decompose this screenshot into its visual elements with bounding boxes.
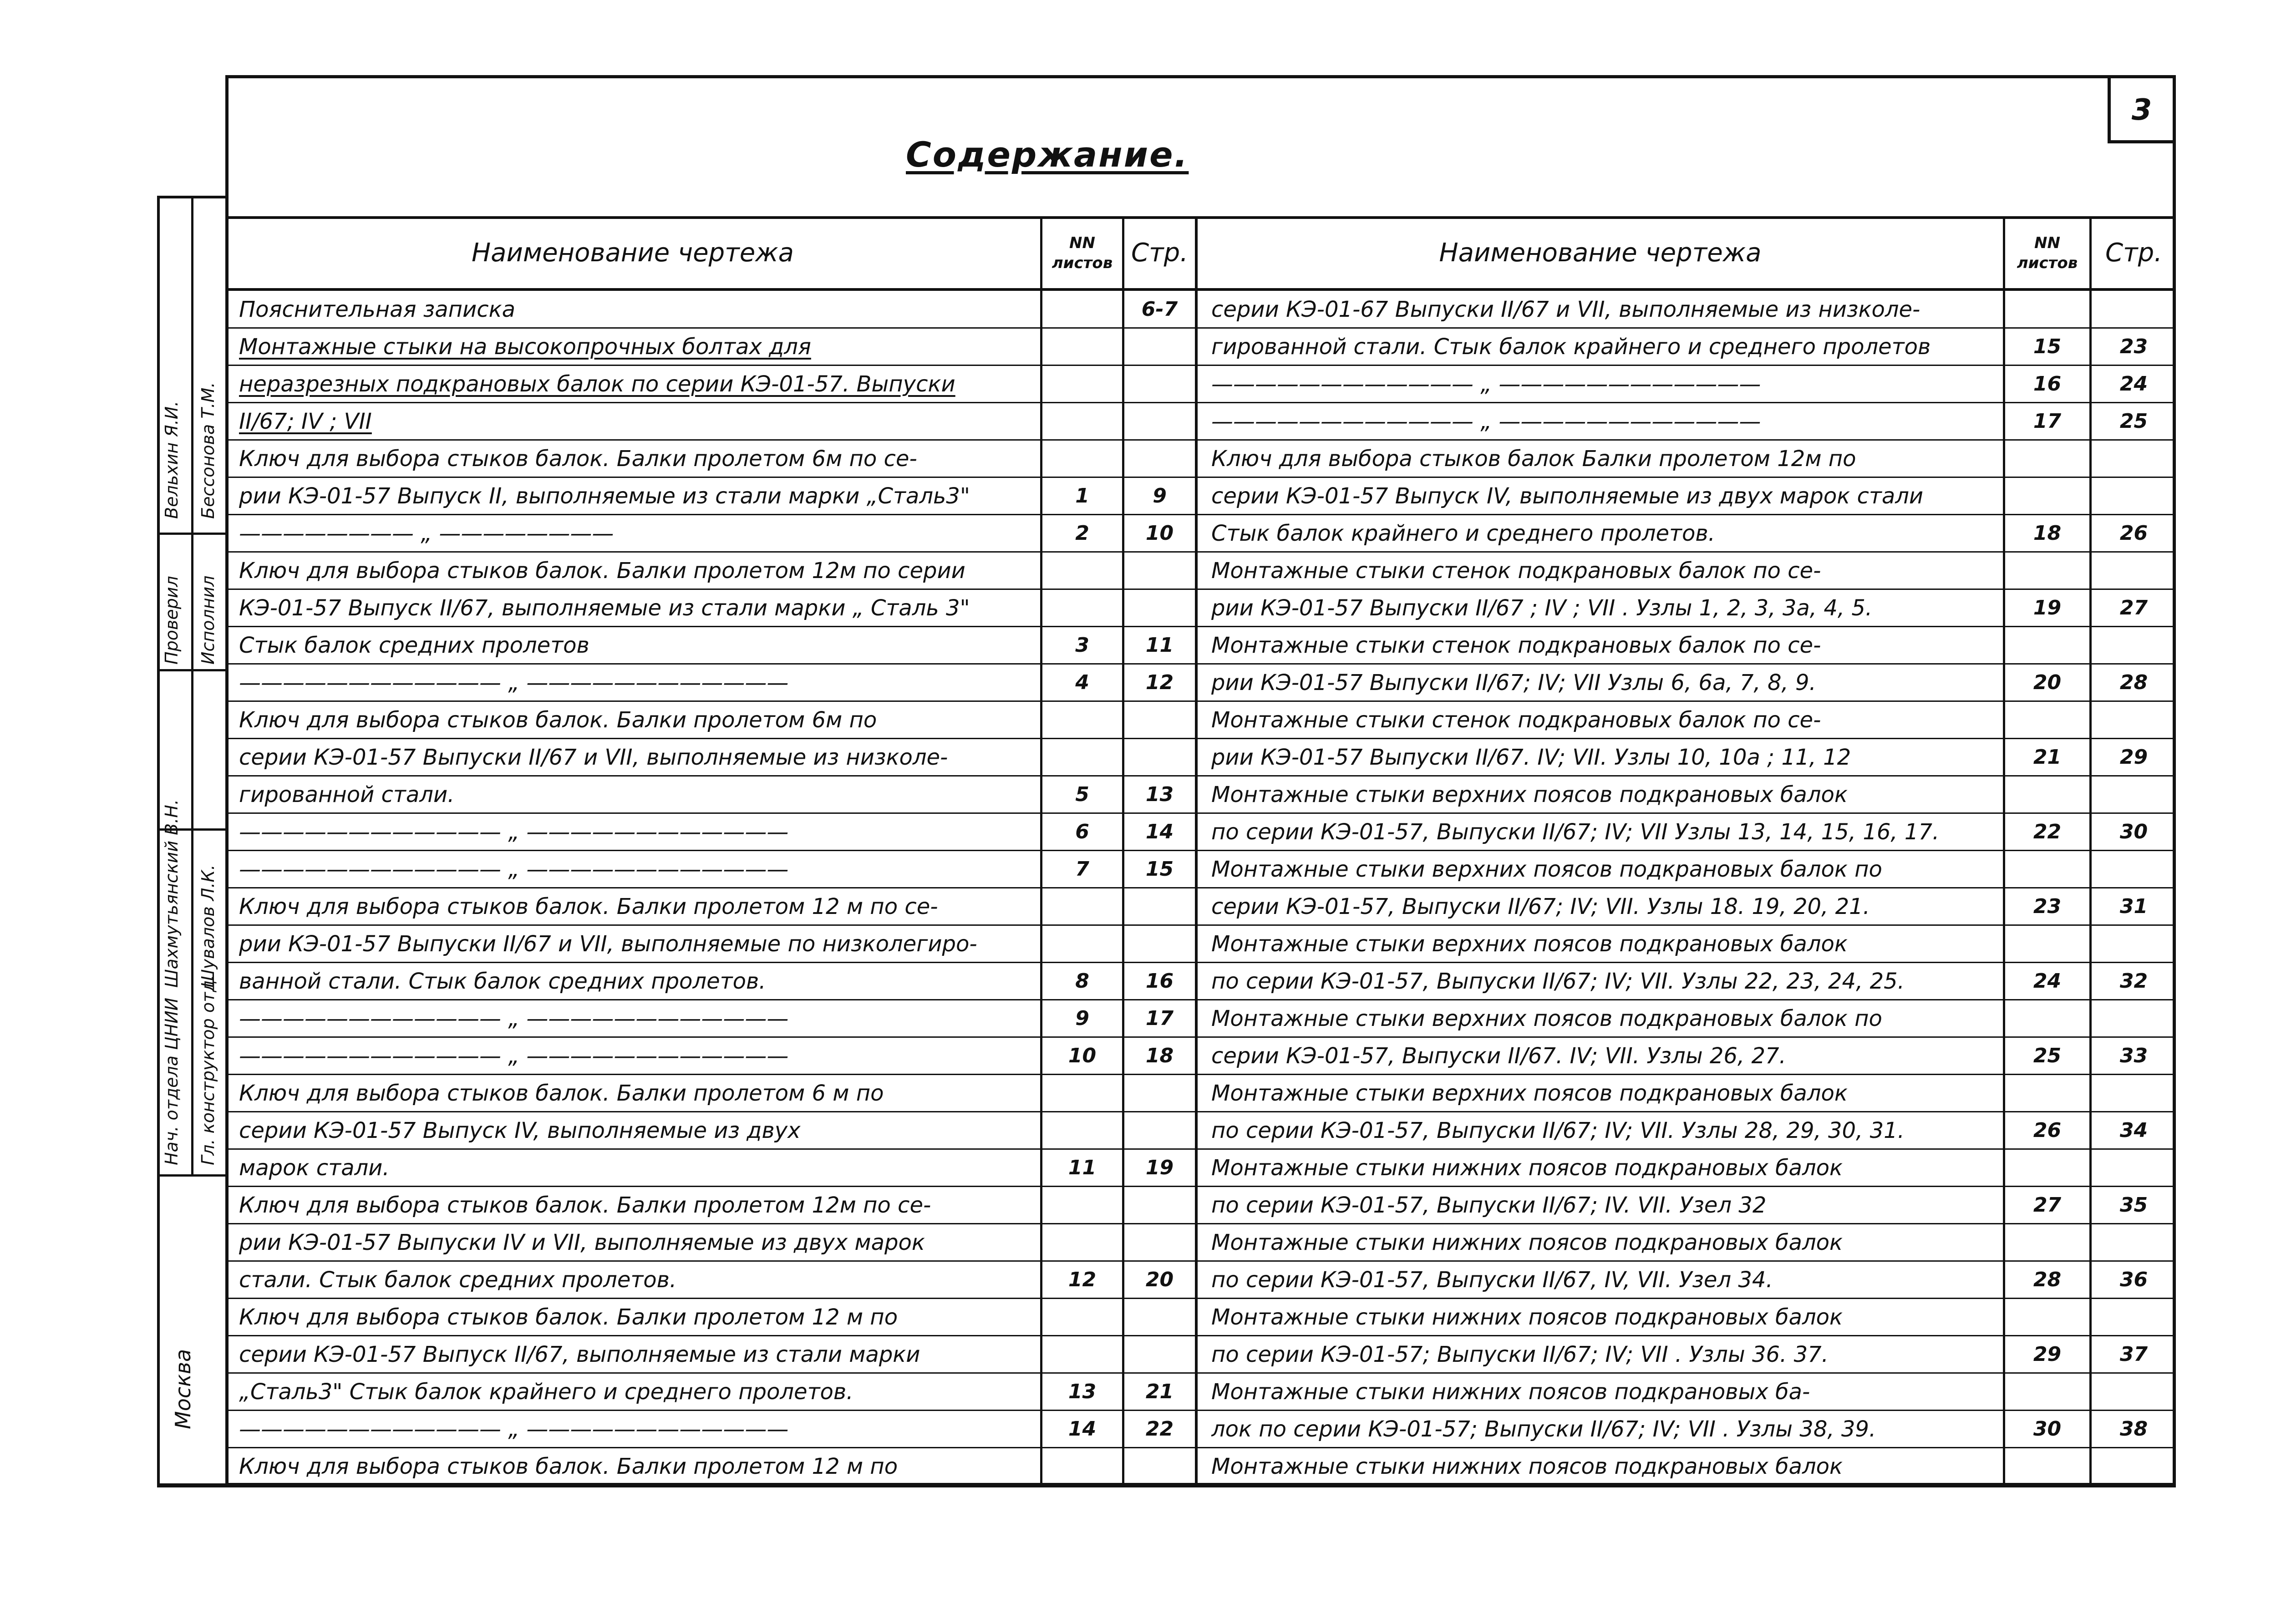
row-sheet-number bbox=[2005, 703, 2089, 737]
row-title: ———————————— „ ———————————— bbox=[239, 1416, 789, 1442]
row-line bbox=[1198, 738, 2176, 739]
row-sheet-number bbox=[1042, 330, 1122, 364]
row-line bbox=[1198, 1484, 2176, 1486]
row-title: Ключ для выбора стыков балок. Балки пролетом 12 м по bbox=[239, 1454, 898, 1479]
row-sheet-number bbox=[2005, 1001, 2089, 1036]
row-page-number bbox=[2092, 292, 2176, 327]
row-page-number bbox=[2092, 1449, 2176, 1484]
row-page-number bbox=[1124, 703, 1195, 737]
page-title: Содержание. bbox=[906, 134, 1189, 175]
row-page-number: 33 bbox=[2119, 1044, 2148, 1067]
row-sheet-number: 29 bbox=[2033, 1343, 2062, 1366]
row-line bbox=[1198, 1410, 2176, 1411]
row-sheet-number bbox=[2005, 442, 2089, 476]
row-title: Монтажные стыки верхних поясов подкрановых балок по bbox=[1211, 1006, 1882, 1031]
row-title: Ключ для выбора стыков балок. Балки пролетом 12 м по bbox=[239, 1304, 898, 1330]
row-sheet-number: 4 bbox=[1075, 671, 1089, 694]
row-page-number: 24 bbox=[2119, 372, 2148, 396]
row-title: ———————————— „ ———————————— bbox=[239, 1043, 789, 1069]
header-sheets-right: NN листов bbox=[2017, 233, 2078, 272]
row-line bbox=[1198, 551, 2176, 553]
stamp-name: Шахмутьянский В.Н. bbox=[162, 799, 182, 988]
row-page-number bbox=[1124, 1076, 1195, 1111]
row-title: ———————— „ ———————— bbox=[239, 521, 614, 546]
row-page-number bbox=[2092, 777, 2176, 812]
row-sheet-number: 19 bbox=[2033, 596, 2062, 619]
row-sheet-number bbox=[2005, 628, 2089, 663]
row-title: ———————————— „ ———————————— bbox=[1211, 409, 1761, 434]
row-line bbox=[1198, 663, 2176, 665]
row-title: по серии КЭ-01-57, Выпуски II/67; IV. VII. Узел 32 bbox=[1211, 1193, 1767, 1218]
row-sheet-number bbox=[2005, 479, 2089, 513]
row-line bbox=[225, 402, 1195, 403]
row-title: серии КЭ-01-57 Выпуски II/67 и VII, выполняемые из низколе- bbox=[239, 745, 948, 770]
row-line bbox=[225, 1447, 1195, 1448]
row-sheet-number bbox=[1042, 740, 1122, 775]
row-page-number: 16 bbox=[1145, 969, 1174, 993]
row-title: „Сталь3" Стык балок крайнего и среднего пролетов. bbox=[239, 1379, 854, 1405]
row-title: ———————————— „ ———————————— bbox=[239, 819, 789, 845]
row-title: Стык балок крайнего и среднего пролетов. bbox=[1211, 521, 1715, 546]
row-title: серии КЭ-01-57, Выпуски II/67; IV; VII. Узлы 18. 19, 20, 21. bbox=[1211, 894, 1870, 919]
row-sheet-number: 5 bbox=[1075, 783, 1089, 806]
row-title: ———————————— „ ———————————— bbox=[239, 670, 789, 695]
row-sheet-number: 10 bbox=[1068, 1044, 1097, 1067]
row-line bbox=[225, 1036, 1195, 1038]
row-page-number: 29 bbox=[2119, 746, 2148, 769]
row-sheet-number: 26 bbox=[2033, 1119, 2062, 1142]
row-line bbox=[1198, 1260, 2176, 1262]
row-sheet-number bbox=[1042, 404, 1122, 439]
row-page-number: 14 bbox=[1145, 820, 1174, 843]
row-page-number bbox=[2092, 1300, 2176, 1335]
row-title: гированной стали. bbox=[239, 782, 455, 807]
row-page-number bbox=[2092, 479, 2176, 513]
row-title: Монтажные стыки на высокопрочных болтах для bbox=[239, 334, 811, 360]
row-sheet-number bbox=[1042, 927, 1122, 961]
row-title: по серии КЭ-01-57, Выпуски II/67; IV; VII Узлы 13, 14, 15, 16, 17. bbox=[1211, 819, 1940, 845]
header-name-left: Наименование чертежа bbox=[472, 238, 794, 268]
row-title: Монтажные стыки нижних поясов подкрановых балок bbox=[1211, 1230, 1843, 1255]
row-line bbox=[225, 1298, 1195, 1299]
row-sheet-number bbox=[1042, 1449, 1122, 1484]
row-title: по серии КЭ-01-57, Выпуски II/67, IV, VII. Узел 34. bbox=[1211, 1267, 1773, 1293]
row-sheet-number bbox=[1042, 591, 1122, 625]
row-line bbox=[1198, 1111, 2176, 1112]
stamp-city: Москва bbox=[171, 1349, 195, 1429]
row-line bbox=[225, 999, 1195, 1000]
row-page-number bbox=[2092, 1001, 2176, 1036]
row-page-number bbox=[1124, 1300, 1195, 1335]
row-page-number bbox=[2092, 703, 2176, 737]
row-line bbox=[1198, 402, 2176, 403]
row-title: Ключ для выбора стыков балок. Балки пролетом 12 м по се- bbox=[239, 894, 938, 919]
row-title: ———————————— „ ———————————— bbox=[1211, 371, 1761, 397]
row-sheet-number bbox=[2005, 292, 2089, 327]
row-page-number: 12 bbox=[1145, 671, 1174, 694]
row-title: Монтажные стыки стенок подкрановых балок по се- bbox=[1211, 558, 1821, 584]
row-page-number bbox=[1124, 1188, 1195, 1223]
row-line bbox=[1198, 1148, 2176, 1150]
row-title: Стык балок средних пролетов bbox=[239, 633, 589, 658]
row-sheet-number: 6 bbox=[1075, 820, 1089, 843]
row-sheet-number bbox=[1042, 1188, 1122, 1223]
row-sheet-number bbox=[1042, 553, 1122, 588]
stamp-role: Проверил bbox=[162, 576, 182, 665]
row-title: рии КЭ-01-57 Выпуски II/67 и VII, выполняемые по низколегиро- bbox=[239, 931, 977, 957]
row-page-number: 17 bbox=[1145, 1007, 1174, 1030]
row-title: Монтажные стыки стенок подкрановых балок по се- bbox=[1211, 633, 1821, 658]
row-line bbox=[225, 1410, 1195, 1411]
row-sheet-number bbox=[2005, 553, 2089, 588]
row-title: неразрезных подкрановых балок по серии КЭ-01-57. Выпуски bbox=[239, 371, 955, 397]
row-page-number: 19 bbox=[1145, 1156, 1174, 1179]
row-line bbox=[225, 738, 1195, 739]
row-title: ———————————— „ ———————————— bbox=[239, 857, 789, 882]
row-sheet-number bbox=[2005, 777, 2089, 812]
row-line bbox=[225, 663, 1195, 665]
row-sheet-number: 2 bbox=[1075, 522, 1089, 545]
row-page-number bbox=[1124, 591, 1195, 625]
row-sheet-number: 11 bbox=[1068, 1156, 1097, 1179]
header-page-left: Стр. bbox=[1131, 238, 1189, 268]
row-sheet-number: 28 bbox=[2033, 1268, 2062, 1291]
row-sheet-number: 17 bbox=[2033, 410, 2062, 433]
row-line bbox=[225, 365, 1195, 366]
row-sheet-number: 7 bbox=[1075, 858, 1089, 881]
row-line bbox=[1198, 775, 2176, 776]
row-line bbox=[225, 626, 1195, 627]
row-page-number bbox=[1124, 367, 1195, 401]
header-name-right: Наименование чертежа bbox=[1439, 238, 1762, 268]
row-title: Монтажные стыки верхних поясов подкрановых балок bbox=[1211, 782, 1848, 807]
row-page-number: 6-7 bbox=[1141, 298, 1178, 321]
row-page-number bbox=[2092, 1225, 2176, 1260]
row-line bbox=[225, 1074, 1195, 1075]
row-line bbox=[1198, 962, 2176, 963]
stamp-name: Бессонова Т.М. bbox=[198, 382, 218, 519]
row-line bbox=[225, 775, 1195, 776]
row-title: серии КЭ-01-57 Выпуск IV, выполняемые из двух bbox=[239, 1118, 801, 1143]
row-sheet-number bbox=[1042, 442, 1122, 476]
row-page-number bbox=[1124, 442, 1195, 476]
row-title: ванной стали. Стык балок средних пролетов. bbox=[239, 969, 766, 994]
row-page-number: 35 bbox=[2119, 1193, 2148, 1217]
row-line bbox=[1198, 514, 2176, 515]
row-page-number: 22 bbox=[1145, 1417, 1174, 1441]
row-line bbox=[225, 1372, 1195, 1374]
row-page-number bbox=[1124, 1337, 1195, 1372]
row-page-number: 18 bbox=[1145, 1044, 1174, 1067]
row-sheet-number: 24 bbox=[2033, 969, 2062, 993]
stamp-divider bbox=[157, 669, 225, 671]
row-title: по серии КЭ-01-57; Выпуски II/67; IV; VII . Узлы 36. 37. bbox=[1211, 1342, 1829, 1367]
row-line bbox=[1198, 700, 2176, 702]
row-sheet-number: 27 bbox=[2033, 1193, 2062, 1217]
row-sheet-number bbox=[1042, 292, 1122, 327]
row-line bbox=[1198, 477, 2176, 478]
row-sheet-number: 9 bbox=[1075, 1007, 1089, 1030]
row-sheet-number bbox=[1042, 1225, 1122, 1260]
row-page-number: 32 bbox=[2119, 969, 2148, 993]
row-line bbox=[225, 887, 1195, 888]
row-sheet-number bbox=[1042, 703, 1122, 737]
row-line bbox=[1198, 812, 2176, 814]
row-sheet-number: 1 bbox=[1075, 484, 1089, 508]
row-line bbox=[225, 1111, 1195, 1112]
row-title: Монтажные стыки верхних поясов подкрановых балок по bbox=[1211, 857, 1882, 882]
row-line bbox=[1198, 887, 2176, 888]
row-title: Ключ для выбора стыков балок. Балки пролетом 12м по серии bbox=[239, 558, 965, 584]
header-sheets-left: NN листов bbox=[1052, 233, 1113, 272]
row-page-number: 20 bbox=[1145, 1268, 1174, 1291]
row-line bbox=[225, 1148, 1195, 1150]
row-sheet-number: 30 bbox=[2033, 1417, 2062, 1441]
row-page-number: 21 bbox=[1145, 1380, 1174, 1403]
row-title: лок по серии КЭ-01-57; Выпуски II/67; IV; VII . Узлы 38, 39. bbox=[1211, 1416, 1876, 1442]
row-line bbox=[225, 812, 1195, 814]
row-title: серии КЭ-01-57 Выпуск IV, выполняемые из двух марок стали bbox=[1211, 483, 1924, 509]
row-sheet-number bbox=[2005, 1375, 2089, 1409]
row-sheet-number bbox=[2005, 1151, 2089, 1185]
row-sheet-number bbox=[2005, 1300, 2089, 1335]
row-title: КЭ-01-57 Выпуск II/67, выполняемые из стали марки „ Сталь 3" bbox=[239, 595, 970, 621]
row-line bbox=[225, 439, 1195, 441]
row-sheet-number bbox=[1042, 1300, 1122, 1335]
row-page-number bbox=[1124, 1225, 1195, 1260]
row-line bbox=[225, 589, 1195, 590]
row-sheet-number: 14 bbox=[1068, 1417, 1097, 1441]
row-line bbox=[1198, 1223, 2176, 1224]
row-title: рии КЭ-01-57 Выпуски IV и VII, выполняемые из двух марок bbox=[239, 1230, 925, 1255]
row-title: Ключ для выбора стыков балок Балки пролетом 12м по bbox=[1211, 446, 1856, 472]
row-line bbox=[1198, 1074, 2176, 1075]
row-page-number: 37 bbox=[2119, 1343, 2148, 1366]
row-line bbox=[1198, 924, 2176, 926]
row-line bbox=[225, 1260, 1195, 1262]
row-title: рии КЭ-01-57 Выпуски II/67. IV; VII. Узлы 10, 10а ; 11, 12 bbox=[1211, 745, 1851, 770]
stamp-name: Вельхин Я.И. bbox=[162, 401, 182, 519]
row-page-number: 38 bbox=[2119, 1417, 2148, 1441]
page-number: 3 bbox=[2108, 75, 2176, 143]
row-sheet-number bbox=[1042, 367, 1122, 401]
row-line bbox=[225, 1484, 1195, 1486]
row-line bbox=[225, 962, 1195, 963]
row-page-number: 28 bbox=[2119, 671, 2148, 694]
row-sheet-number: 12 bbox=[1068, 1268, 1097, 1291]
row-page-number bbox=[1124, 553, 1195, 588]
row-line bbox=[1198, 850, 2176, 851]
row-title: Ключ для выбора стыков балок. Балки пролетом 6 м по bbox=[239, 1081, 884, 1106]
row-sheet-number: 3 bbox=[1075, 634, 1089, 657]
row-line bbox=[225, 327, 1195, 329]
row-page-number: 23 bbox=[2119, 335, 2148, 358]
row-page-number bbox=[1124, 927, 1195, 961]
row-sheet-number bbox=[1042, 1113, 1122, 1148]
row-title: рии КЭ-01-57 Выпуск II, выполняемые из стали марки „Сталь3" bbox=[239, 483, 970, 509]
row-sheet-number: 15 bbox=[2033, 335, 2062, 358]
row-title: серии КЭ-01-57, Выпуски II/67. IV; VII. Узлы 26, 27. bbox=[1211, 1043, 1786, 1069]
row-line bbox=[1198, 1036, 2176, 1038]
row-page-number: 9 bbox=[1153, 484, 1167, 508]
row-sheet-number: 21 bbox=[2033, 746, 2062, 769]
row-sheet-number bbox=[2005, 927, 2089, 961]
row-sheet-number: 18 bbox=[2033, 522, 2062, 545]
row-line bbox=[225, 514, 1195, 515]
row-title: марок стали. bbox=[239, 1155, 390, 1181]
row-line bbox=[1198, 589, 2176, 590]
row-title: II/67; IV ; VII bbox=[239, 409, 372, 434]
row-line bbox=[225, 924, 1195, 926]
stamp-divider bbox=[191, 196, 193, 1174]
row-title: Монтажные стыки нижних поясов подкрановых балок bbox=[1211, 1155, 1843, 1181]
row-line bbox=[1198, 365, 2176, 366]
table-header-line bbox=[225, 288, 2176, 291]
row-line bbox=[225, 477, 1195, 478]
row-sheet-number: 23 bbox=[2033, 895, 2062, 918]
row-page-number: 27 bbox=[2119, 596, 2148, 619]
row-line bbox=[225, 850, 1195, 851]
row-title: Монтажные стыки стенок подкрановых балок по се- bbox=[1211, 707, 1821, 733]
row-sheet-number bbox=[1042, 1337, 1122, 1372]
row-page-number: 36 bbox=[2119, 1268, 2148, 1291]
row-sheet-number bbox=[2005, 852, 2089, 887]
stamp-name: Шувалов Л.К. bbox=[198, 864, 218, 988]
row-page-number bbox=[2092, 553, 2176, 588]
row-title: серии КЭ-01-57 Выпуск II/67, выполняемые из стали марки bbox=[239, 1342, 920, 1367]
row-page-number: 31 bbox=[2119, 895, 2148, 918]
stamp-role: Гл. конструктор отд. bbox=[198, 974, 218, 1165]
row-title: рии КЭ-01-57 Выпуски II/67; IV; VII Узлы 6, 6а, 7, 8, 9. bbox=[1211, 670, 1816, 695]
row-title: Монтажные стыки верхних поясов подкрановых балок bbox=[1211, 1081, 1848, 1106]
row-page-number: 10 bbox=[1145, 522, 1174, 545]
row-title: Монтажные стыки нижних поясов подкрановых ба- bbox=[1211, 1379, 1810, 1405]
row-line bbox=[1198, 999, 2176, 1000]
row-sheet-number: 20 bbox=[2033, 671, 2062, 694]
row-title: Пояснительная записка bbox=[239, 297, 516, 322]
row-sheet-number bbox=[2005, 1449, 2089, 1484]
row-line bbox=[1198, 1186, 2176, 1187]
row-title: по серии КЭ-01-57, Выпуски II/67; IV; VII. Узлы 22, 23, 24, 25. bbox=[1211, 969, 1905, 994]
row-sheet-number: 16 bbox=[2033, 372, 2062, 396]
row-line bbox=[1198, 1298, 2176, 1299]
row-page-number bbox=[1124, 740, 1195, 775]
row-sheet-number bbox=[1042, 889, 1122, 924]
header-page-right: Стр. bbox=[2105, 238, 2163, 268]
row-sheet-number: 25 bbox=[2033, 1044, 2062, 1067]
row-line bbox=[225, 700, 1195, 702]
row-page-number bbox=[2092, 927, 2176, 961]
row-line bbox=[225, 1186, 1195, 1187]
row-sheet-number: 8 bbox=[1075, 969, 1089, 993]
row-line bbox=[1198, 626, 2176, 627]
row-line bbox=[1198, 1335, 2176, 1336]
col-line bbox=[1195, 216, 1198, 1486]
row-page-number bbox=[2092, 628, 2176, 663]
row-page-number: 13 bbox=[1145, 783, 1174, 806]
row-title: серии КЭ-01-67 Выпуски II/67 и VII, выполняемые из низколе- bbox=[1211, 297, 1920, 322]
row-title: Монтажные стыки нижних поясов подкрановых балок bbox=[1211, 1454, 1843, 1479]
row-title: по серии КЭ-01-57, Выпуски II/67; IV; VII. Узлы 28, 29, 30, 31. bbox=[1211, 1118, 1905, 1143]
row-line bbox=[1198, 1372, 2176, 1374]
row-title: рии КЭ-01-57 Выпуски II/67 ; IV ; VII . Узлы 1, 2, 3, 3а, 4, 5. bbox=[1211, 595, 1873, 621]
row-title: Монтажные стыки нижних поясов подкрановых балок bbox=[1211, 1304, 1843, 1330]
row-page-number bbox=[1124, 1449, 1195, 1484]
stamp-divider bbox=[157, 1174, 225, 1177]
row-title: Ключ для выбора стыков балок. Балки пролетом 6м по bbox=[239, 707, 877, 733]
stamp-role: Нач. отдела ЦНИИ bbox=[162, 997, 182, 1165]
row-page-number: 25 bbox=[2119, 410, 2148, 433]
row-line bbox=[1198, 327, 2176, 329]
row-page-number bbox=[2092, 1151, 2176, 1185]
row-page-number bbox=[1124, 889, 1195, 924]
row-page-number bbox=[2092, 1375, 2176, 1409]
stamp-role: Исполнил bbox=[198, 575, 218, 665]
row-line bbox=[225, 1223, 1195, 1224]
row-sheet-number bbox=[1042, 1076, 1122, 1111]
stamp-divider bbox=[157, 533, 225, 535]
row-sheet-number: 22 bbox=[2033, 820, 2062, 843]
row-page-number: 15 bbox=[1145, 858, 1174, 881]
row-sheet-number: 13 bbox=[1068, 1380, 1097, 1403]
row-page-number: 30 bbox=[2119, 820, 2148, 843]
row-title: Ключ для выбора стыков балок. Балки пролетом 12м по се- bbox=[239, 1193, 931, 1218]
row-page-number: 34 bbox=[2119, 1119, 2148, 1142]
row-page-number bbox=[2092, 1076, 2176, 1111]
row-title: стали. Стык балок средних пролетов. bbox=[239, 1267, 677, 1293]
row-sheet-number bbox=[2005, 1225, 2089, 1260]
row-title: гированной стали. Стык балок крайнего и среднего пролетов bbox=[1211, 334, 1931, 360]
row-line bbox=[1198, 1447, 2176, 1448]
row-page-number: 26 bbox=[2119, 522, 2148, 545]
row-title: Монтажные стыки верхних поясов подкрановых балок bbox=[1211, 931, 1848, 957]
row-sheet-number bbox=[2005, 1076, 2089, 1111]
row-page-number bbox=[2092, 442, 2176, 476]
row-page-number bbox=[1124, 330, 1195, 364]
row-line bbox=[225, 551, 1195, 553]
row-page-number: 11 bbox=[1145, 634, 1174, 657]
row-line bbox=[225, 1335, 1195, 1336]
row-line bbox=[1198, 439, 2176, 441]
row-title: ———————————— „ ———————————— bbox=[239, 1006, 789, 1031]
row-page-number bbox=[1124, 1113, 1195, 1148]
row-page-number bbox=[2092, 852, 2176, 887]
row-page-number bbox=[1124, 404, 1195, 439]
row-title: Ключ для выбора стыков балок. Балки пролетом 6м по се- bbox=[239, 446, 917, 472]
